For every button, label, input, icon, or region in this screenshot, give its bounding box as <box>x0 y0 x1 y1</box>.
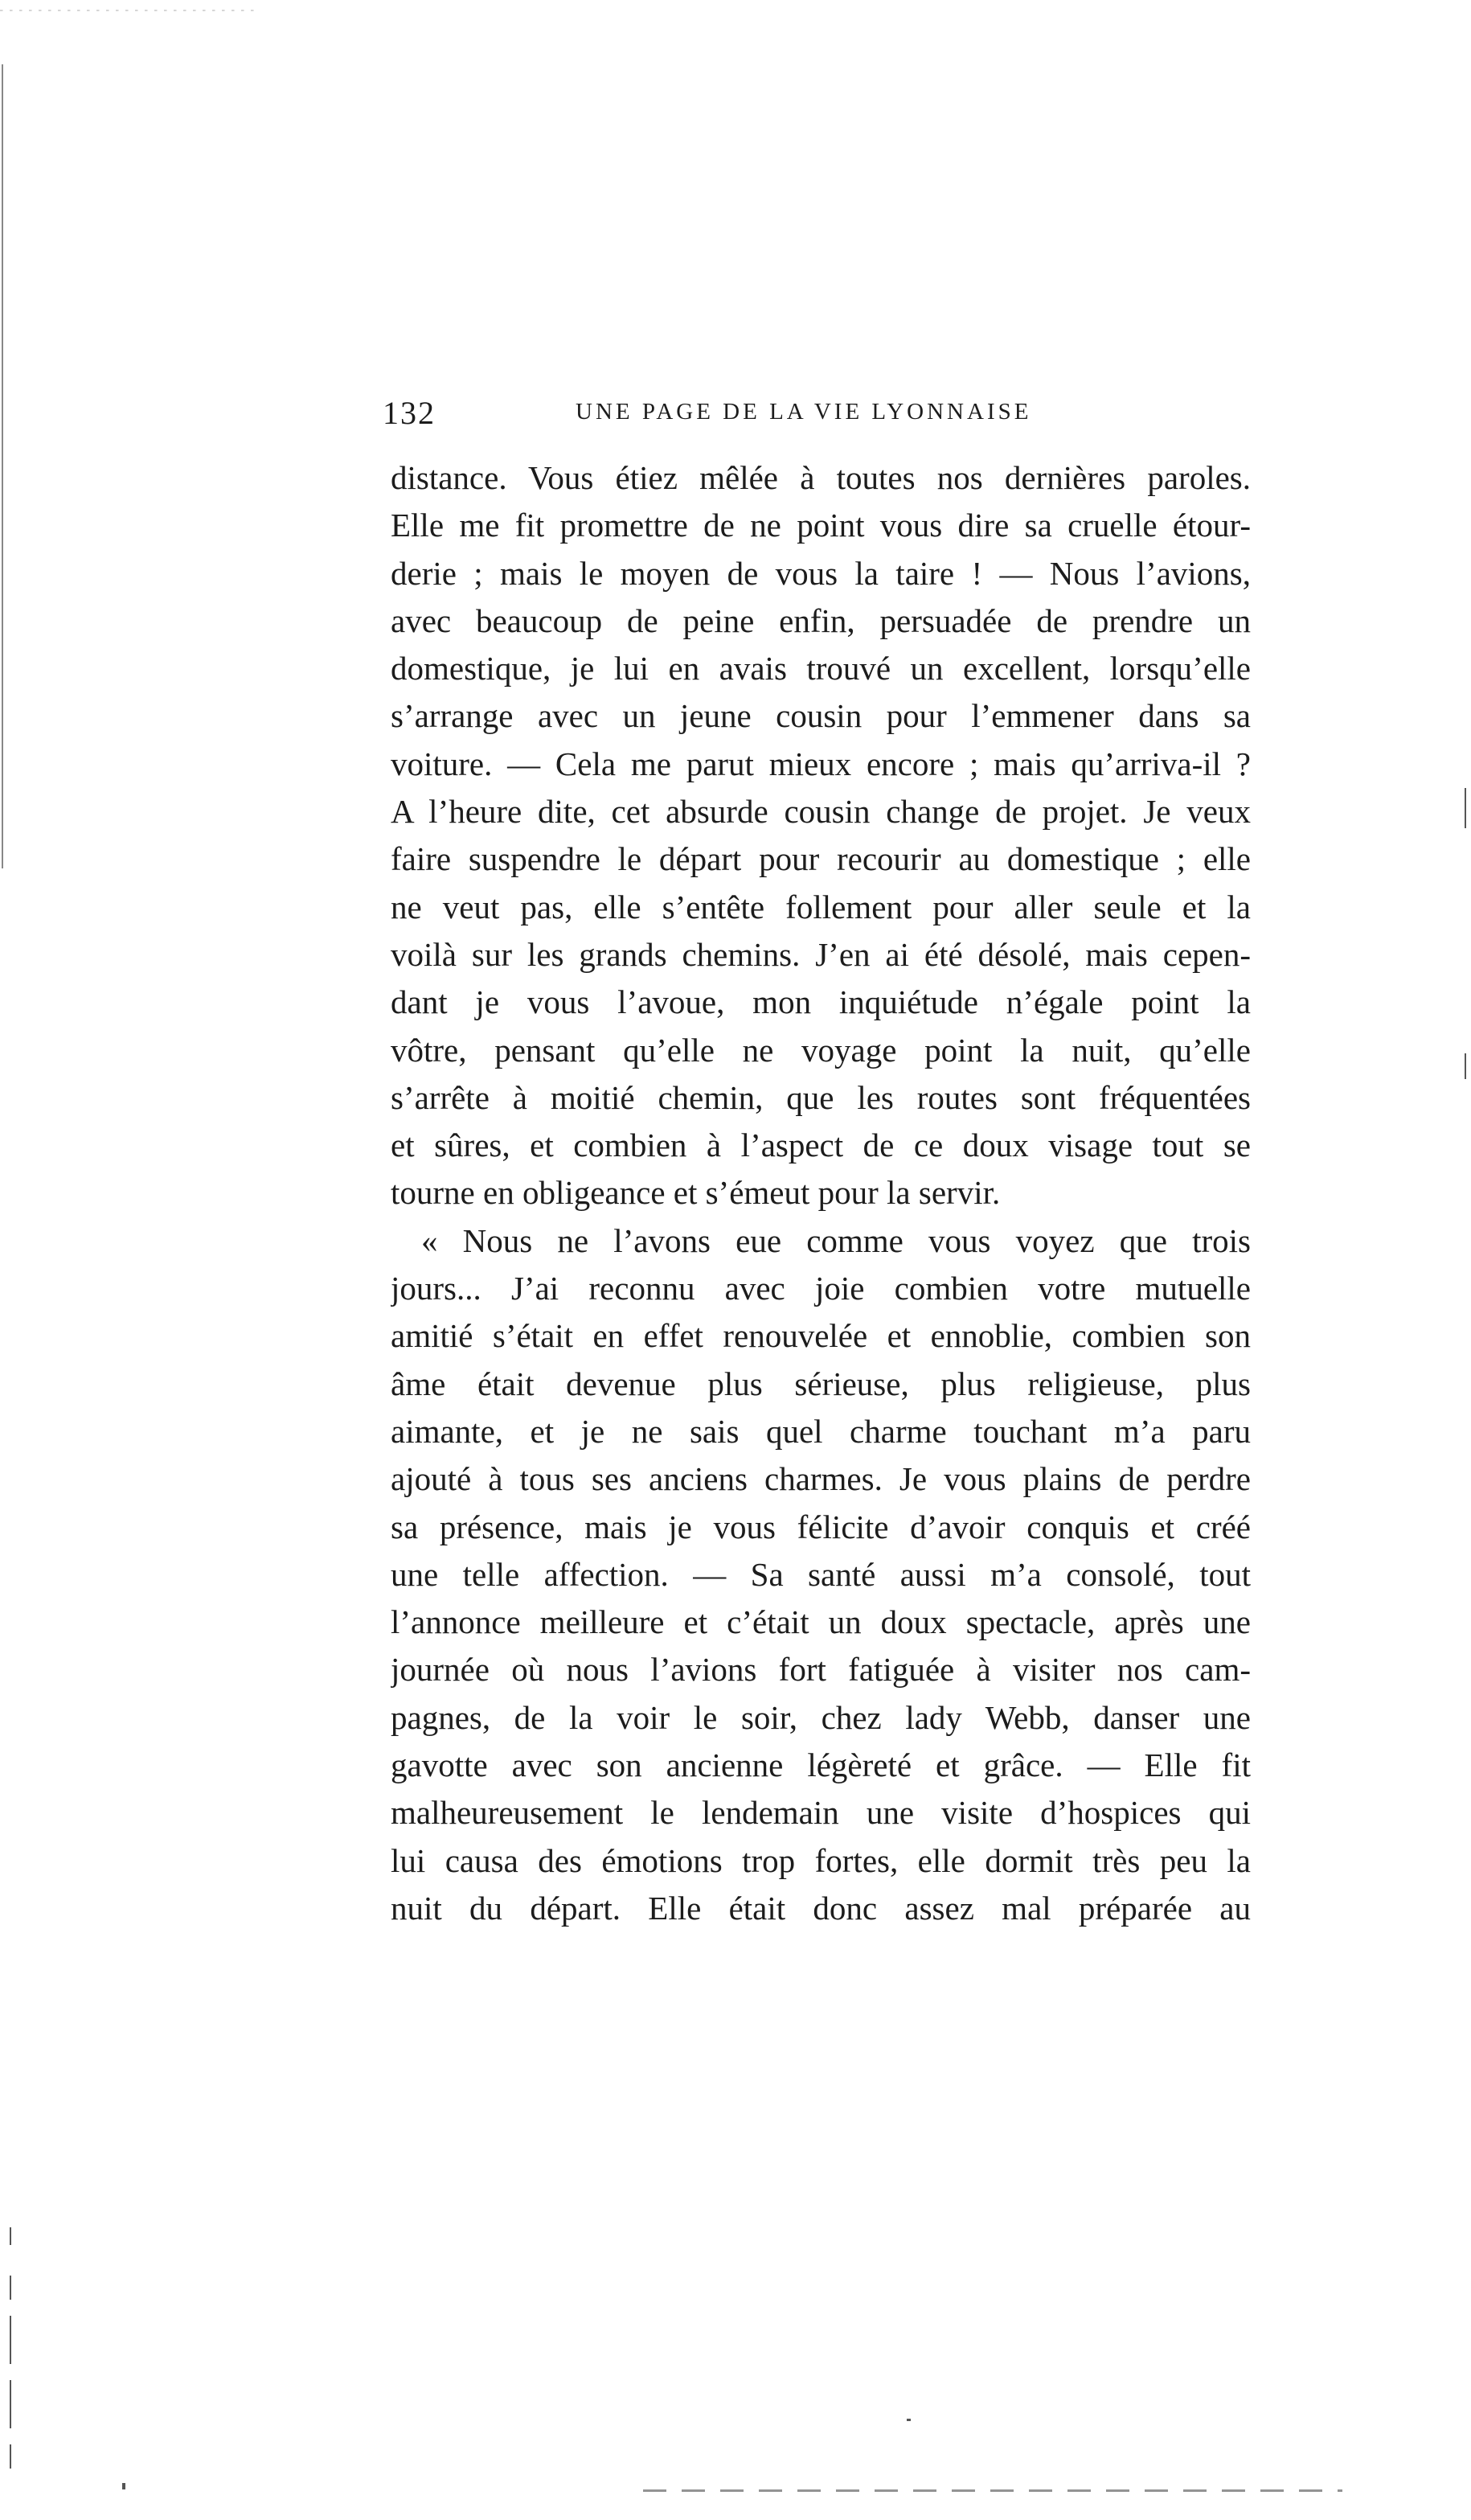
text-line: malheureusement le lendemain une visite d’hospices qui <box>391 1794 1251 1832</box>
page-number: 132 <box>383 395 436 431</box>
scan-artifact-top <box>0 10 257 11</box>
text-line: vôtre, pensant qu’elle ne voyage point la nuit, qu’elle <box>391 1031 1251 1069</box>
text-line: s’arrange avec un jeune cousin pour l’emmener dans sa <box>391 697 1251 735</box>
text-line: jours... J’ai reconnu avec joie combien votre mutuelle <box>391 1270 1251 1307</box>
scan-edge-mark <box>2 64 3 868</box>
text-line: Elle me fit promettre de ne point vous dire sa cruelle étour- <box>391 507 1251 544</box>
text-line: voiture. — Cela me parut mieux encore ; mais qu’arriva-il ? <box>391 745 1251 782</box>
text-line-paragraph-end: tourne en obligeance et s’émeut pour la servir. <box>391 1174 1001 1212</box>
text-line: lui causa des émotions trop fortes, elle dormit très peu la <box>391 1841 1251 1879</box>
text-line: faire suspendre le départ pour recourir au domestique ; elle <box>391 840 1251 878</box>
text-line: nuit du départ. Elle était donc assez mal préparée au <box>391 1889 1251 1927</box>
text-line: dant je vous l’avoue, mon inquiétude n’égale point la <box>391 983 1251 1021</box>
scan-edge-mark <box>1465 788 1466 828</box>
scan-speck <box>907 2419 911 2421</box>
text-line: ajouté à tous ses anciens charmes. Je vous plains de perdre <box>391 1460 1251 1498</box>
text-line: journée où nous l’avions fort fatiguée à visiter nos cam- <box>391 1651 1251 1689</box>
scan-artifact-bottom <box>643 2489 1342 2493</box>
text-line: pagnes, de la voir le soir, chez lady Webb, danser une <box>391 1698 1251 1736</box>
text-line: voilà sur les grands chemins. J’en ai été désolé, mais cepen- <box>391 935 1251 973</box>
text-line: derie ; mais le moyen de vous la taire ! — Nous l’avions, <box>391 554 1251 592</box>
text-line: et sûres, et combien à l’aspect de ce doux visage tout se <box>391 1127 1251 1164</box>
text-line: avec beaucoup de peine enfin, persuadée de prendre un <box>391 601 1251 639</box>
text-line: ne veut pas, elle s’entête follement pour aller seule et la <box>391 888 1251 926</box>
text-line: une telle affection. — Sa santé aussi m’a consolé, tout <box>391 1555 1251 1593</box>
text-line-paragraph-start: « Nous ne l’avons eue comme vous voyez que trois <box>421 1221 1251 1259</box>
text-line: domestique, je lui en avais trouvé un excellent, lorsqu’elle <box>391 650 1251 687</box>
text-line: gavotte avec son ancienne légèreté et grâce. — Elle fit <box>391 1746 1251 1784</box>
text-line: amitié s’était en effet renouvelée et ennoblie, combien son <box>391 1317 1251 1355</box>
scan-edge-mark <box>10 2227 11 2245</box>
running-head <box>383 394 1251 442</box>
scan-edge-mark <box>10 2276 11 2300</box>
running-title: UNE PAGE DE LA VIE LYONNAISE <box>576 399 1032 425</box>
text-line: A l’heure dite, cet absurde cousin change de projet. Je veux <box>391 793 1251 831</box>
scan-edge-mark <box>10 2380 11 2428</box>
scan-edge-mark <box>10 2316 11 2364</box>
scan-speck <box>122 2483 125 2489</box>
text-line: aimante, et je ne sais quel charme touchant m’a paru <box>391 1412 1251 1450</box>
body-text <box>391 454 1251 1932</box>
text-line: distance. Vous étiez mêlée à toutes nos dernières paroles. <box>391 459 1251 496</box>
scan-edge-mark <box>1465 1053 1466 1079</box>
text-line: l’annonce meilleure et c’était un doux spectacle, après une <box>391 1603 1251 1641</box>
text-line: s’arrête à moitié chemin, que les routes sont fréquentées <box>391 1078 1251 1116</box>
text-line: sa présence, mais je vous félicite d’avoir conquis et créé <box>391 1508 1251 1545</box>
text-line: âme était devenue plus sérieuse, plus religieuse, plus <box>391 1365 1251 1402</box>
scan-edge-mark <box>10 2444 11 2469</box>
